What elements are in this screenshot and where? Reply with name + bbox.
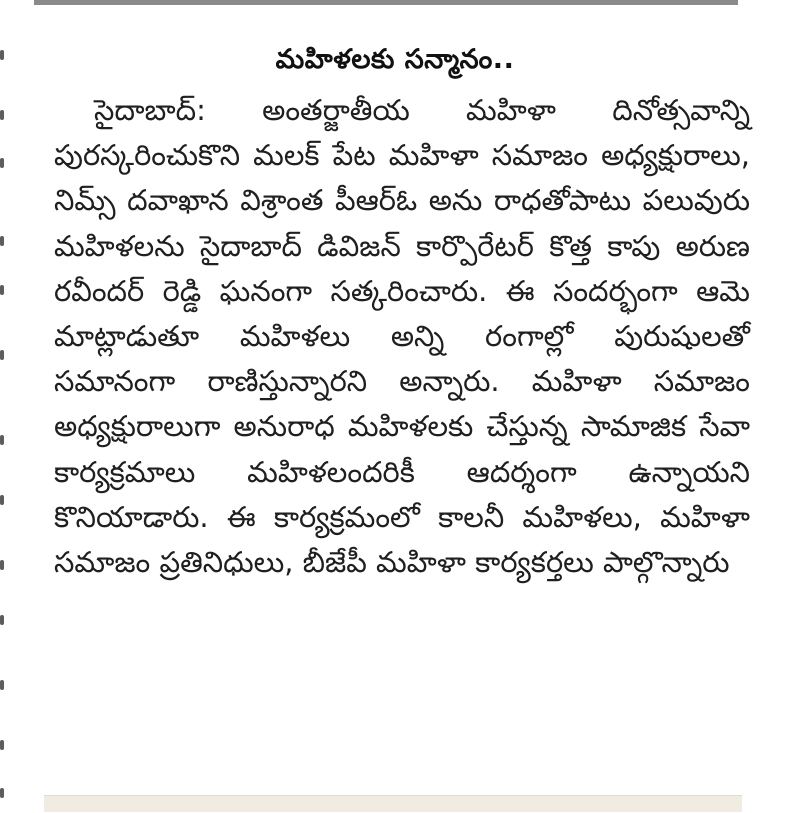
article-paragraph: సైదాబాద్: అంతర్జాతీయ మహిళా దినోత్సవాన్ని పురస్కరించుకొని మలక్ పేట మహిళా సమాజం అధ్యక్షురాలు, నిమ్స్ దవాఖాన విశ్రాంత పీఆర్ఓ అను రాధతోపాటు పలువురు మహిళలను సైదాబాద్ డివిజన్ కార్పొరేటర్ కొత్త కాపు అరుణ రవీందర్ రెడ్డి ఘనంగా సత్కరించారు. ఈ సందర్భంగా ఆమె మాట్లాడుతూ మహిళలు అన్ని రంగాల్లో పురుషులతో సమానంగా రాణిస్తున్నారని అన్నారు. మహిళా సమాజం అధ్యక్షురాలుగా అనురాధ మహిళలకు చేస్తున్న సామాజిక సేవా కార్యక్రమాలు మహిళలందరికీ ఆదర్శంగా ఉన్నాయని కొనియాడారు. ఈ కార్యక్రమంలో కాలనీ మహిళలు, మహిళా సమాజం ప్రతినిధులు, బీజేపీ మహిళా కార్యకర్తలు పాల్గొన్నారు bbox=[54, 93, 750, 580]
margin-dot bbox=[0, 435, 4, 445]
margin-dot bbox=[0, 350, 4, 360]
top-divider-rule bbox=[34, 0, 738, 5]
article-headline: మహిళలకు సన్మానం.. bbox=[275, 44, 515, 75]
margin-dot bbox=[0, 788, 4, 798]
news-clipping bbox=[42, 28, 748, 788]
margin-dot bbox=[0, 285, 4, 295]
margin-dot bbox=[0, 236, 4, 246]
margin-dot bbox=[0, 560, 4, 570]
left-margin-dots bbox=[0, 40, 6, 810]
margin-dot bbox=[0, 495, 4, 505]
margin-dot bbox=[0, 740, 4, 750]
bottom-border-strip bbox=[44, 795, 742, 812]
margin-dot bbox=[0, 158, 4, 168]
article-body bbox=[54, 88, 750, 585]
margin-dot bbox=[0, 110, 4, 120]
margin-dot bbox=[0, 615, 4, 625]
margin-dot bbox=[0, 50, 4, 60]
margin-dot bbox=[0, 680, 4, 690]
